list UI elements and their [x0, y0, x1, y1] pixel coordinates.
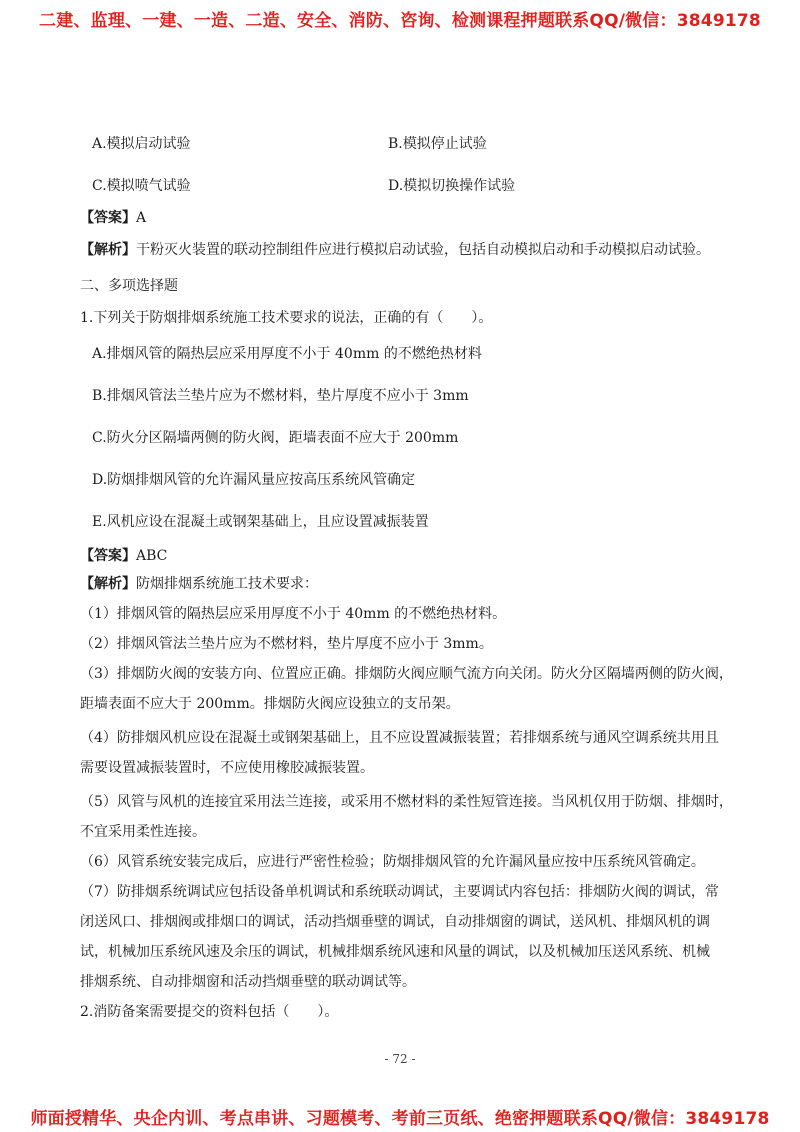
q1-answer-line	[80, 546, 167, 566]
analysis-item: （2）排烟风管法兰垫片应为不燃材料，垫片厚度不应小于 3mm。	[80, 636, 493, 652]
q1-option-c: C.防火分区隔墙两侧的防火阀，距墙表面不应大于 200mm	[92, 430, 459, 446]
page-number: - 72 -	[384, 1052, 416, 1066]
analysis-item: 需要设置减振装置时，不应使用橡胶减振装置。	[80, 760, 374, 776]
analysis-item: （7）防排烟系统调试应包括设备单机调试和系统联动调试，主要调试内容包括：排烟防火阀的调试，常	[80, 884, 719, 900]
top-banner: 二建、监理、一建、一造、二造、安全、消防、咨询、检测课程押题联系QQ/微信：3849178	[39, 11, 761, 31]
answer-line	[80, 208, 146, 228]
analysis-item: 排烟系统、自动排烟窗和活动挡烟垂壁的联动调试等。	[80, 974, 416, 990]
analysis-item: （6）风管系统安装完成后，应进行严密性检验；防烟排烟风管的允许漏风量应按中压系统风管确定。	[80, 854, 705, 870]
option-d: D.模拟切换操作试验	[388, 178, 516, 194]
q1-option-a: A.排烟风管的隔热层应采用厚度不小于 40mm 的不燃绝热材料	[92, 346, 482, 362]
analysis-item: （5）风管与风机的连接宜采用法兰连接，或采用不燃材料的柔性短管连接。当风机仅用于防烟、排烟时，	[80, 794, 733, 810]
q1-answer-tag: 【答案】	[80, 548, 136, 564]
question-stem-1: 1.下列关于防烟排烟系统施工技术要求的说法，正确的有（ ）。	[80, 310, 493, 326]
q1-analysis-line	[80, 574, 318, 594]
q1-analysis-tag: 【解析】	[80, 576, 136, 592]
analysis-item: 试，机械加压系统风速及余压的调试，机械排烟系统风速和风量的调试，以及机械加压送风系统、机械	[80, 944, 710, 960]
option-a: A.模拟启动试验	[92, 136, 191, 152]
analysis-item: 距墙表面不应大于 200mm。排烟防火阀应设独立的支吊架。	[80, 696, 460, 712]
question-stem-2: 2.消防备案需要提交的资料包括（ ）。	[80, 1004, 339, 1020]
bottom-banner: 师面授精华、央企内训、考点串讲、习题模考、考前三页纸、绝密押题联系QQ/微信：3849178	[30, 1109, 770, 1129]
analysis-text: 干粉灭火装置的联动控制组件应进行模拟启动试验，包括自动模拟启动和手动模拟启动试验。	[136, 242, 710, 258]
analysis-item: （4）防排烟风机应设在混凝土或钢架基础上，且不应设置减振装置；若排烟系统与通风空调系统共用且	[80, 730, 719, 746]
analysis-item: 闭送风口、排烟阀或排烟口的调试，活动挡烟垂壁的调试，自动排烟窗的调试，送风机、排烟风机的调	[80, 914, 710, 930]
q1-option-d: D.防烟排烟风管的允许漏风量应按高压系统风管确定	[92, 472, 416, 488]
analysis-tag: 【解析】	[80, 242, 136, 258]
section-title: 二、多项选择题	[80, 278, 178, 294]
q1-option-e: E.风机应设在混凝土或钢架基础上，且应设置减振装置	[92, 514, 429, 530]
q1-analysis-intro: 防烟排烟系统施工技术要求：	[136, 576, 318, 592]
analysis-item: 不宜采用柔性连接。	[80, 824, 206, 840]
analysis-item: （3）排烟防火阀的安装方向、位置应正确。排烟防火阀应顺气流方向关闭。防火分区隔墙两侧的防火阀，	[80, 666, 733, 682]
q1-option-b: B.排烟风管法兰垫片应为不燃材料，垫片厚度不应小于 3mm	[92, 388, 469, 404]
q1-answer-value: ABC	[136, 548, 168, 564]
option-c: C.模拟喷气试验	[92, 178, 191, 194]
analysis-item: （1）排烟风管的隔热层应采用厚度不小于 40mm 的不燃绝热材料。	[80, 606, 507, 622]
analysis-line	[80, 240, 710, 260]
answer-value: A	[136, 210, 147, 226]
answer-tag: 【答案】	[80, 210, 136, 226]
option-b: B.模拟停止试验	[388, 136, 487, 152]
